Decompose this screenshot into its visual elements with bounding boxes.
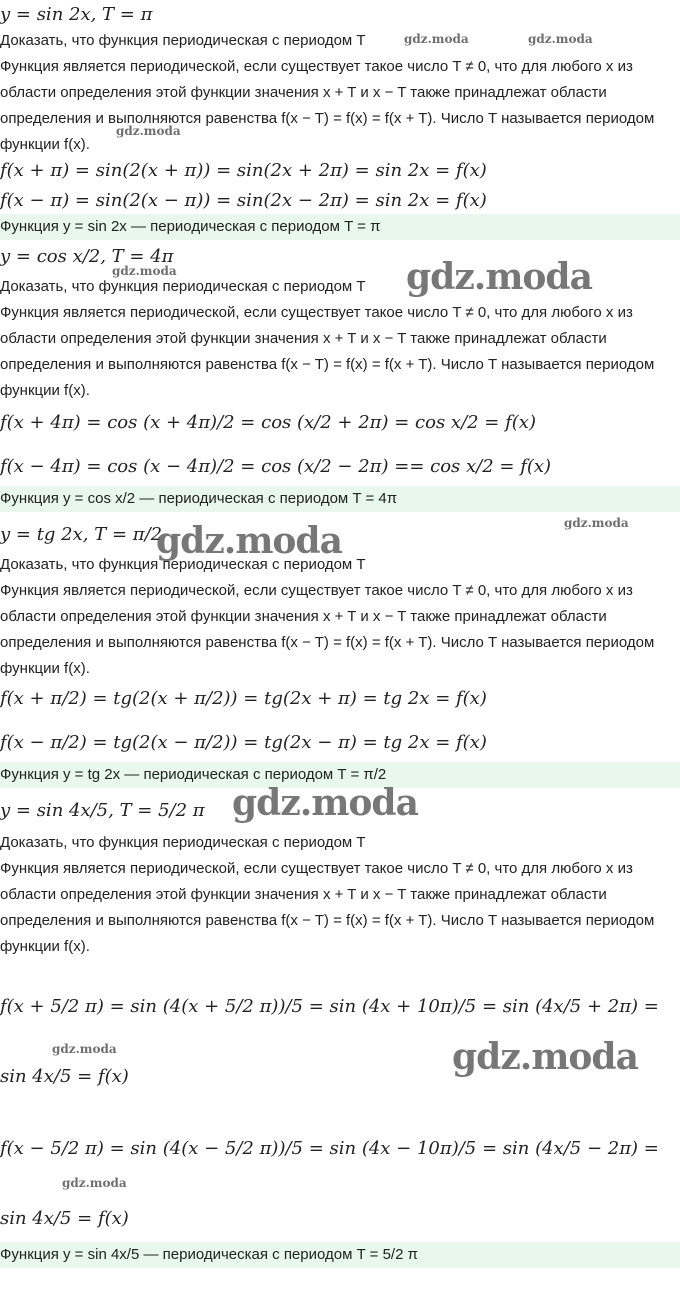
equation-2b: f(x − 4π) = cos (x − 4π)/2 = cos (x/2 − 2π) == cos x/2 = f(x) (0, 456, 552, 477)
watermark: gdz.moda (404, 32, 469, 46)
prove-2: Доказать, что функция периодическая с периодом T (0, 278, 366, 295)
conclusion-4: Функция y = sin 4x/5 — периодическая с периодом T = 5/2 π (0, 1242, 680, 1268)
task-1: y = sin 2x, T = π (0, 4, 153, 25)
equation-3a: f(x + π/2) = tg(2(x + π/2)) = tg(2x + π) = tg 2x = f(x) (0, 688, 487, 709)
task-4: y = sin 4x/5, T = 5/2 π (0, 800, 205, 821)
conclusion-1: Функция y = sin 2x — периодическая с периодом T = π (0, 214, 680, 240)
definition-4: Функция является периодической, если существует такое число T ≠ 0, что для любого x из области определения этой функции значения x + T и x − T также принадлежат области определения и выполняются равенства f(x − T) = f(x) = f(x + T). Число T называется периодом функции f(x). (0, 860, 655, 955)
conclusion-2: Функция y = cos x/2 — периодическая с периодом T = 4π (0, 486, 680, 512)
equation-4b-cont: sin 4x/5 = f(x) (0, 1208, 129, 1229)
equation-1b: f(x − π) = sin(2(x − π)) = sin(2x − 2π) = sin 2x = f(x) (0, 190, 487, 211)
equation-1a: f(x + π) = sin(2(x + π)) = sin(2x + 2π) = sin 2x = f(x) (0, 160, 487, 181)
prove-4: Доказать, что функция периодическая с периодом T (0, 834, 366, 851)
watermark: gdz.moda (52, 1042, 117, 1056)
watermark: gdz.moda (112, 264, 177, 278)
equation-4a: f(x + 5/2 π) = sin (4(x + 5/2 π))/5 = sin (4x + 10π)/5 = sin (4x/5 + 2π) = (0, 996, 659, 1017)
prove-1: Доказать, что функция периодическая с периодом T (0, 32, 366, 49)
equation-2a: f(x + 4π) = cos (x + 4π)/2 = cos (x/2 + 2π) = cos x/2 = f(x) (0, 412, 536, 433)
definition-1: Функция является периодической, если существует такое число T ≠ 0, что для любого x из области определения этой функции значения x + T и x − T также принадлежат области определения и выполняются равенства f(x − T) = f(x) = f(x + T). Число T называется периодом функции f(x). (0, 58, 655, 153)
definition-3: Функция является периодической, если существует такое число T ≠ 0, что для любого x из области определения этой функции значения x + T и x − T также принадлежат области определения и выполняются равенства f(x − T) = f(x) = f(x + T). Число T называется периодом функции f(x). (0, 582, 655, 677)
task-2: y = cos x/2, T = 4π (0, 246, 174, 267)
watermark: gdz.moda (116, 124, 181, 138)
watermark: gdz.moda (564, 516, 629, 530)
watermark: gdz.moda (528, 32, 593, 46)
conclusion-3: Функция y = tg 2x — периодическая с периодом T = π/2 (0, 762, 680, 788)
prove-3: Доказать, что функция периодическая с периодом T (0, 556, 366, 573)
watermark: gdz.moda (406, 256, 592, 298)
equation-4b: f(x − 5/2 π) = sin (4(x − 5/2 π))/5 = sin (4x − 10π)/5 = sin (4x/5 − 2π) = (0, 1138, 659, 1159)
task-3: y = tg 2x, T = π/2 (0, 524, 163, 545)
watermark: gdz.moda (62, 1176, 127, 1190)
watermark: gdz.moda (452, 1036, 638, 1078)
watermark: gdz.moda (156, 520, 342, 562)
equation-4a-cont: sin 4x/5 = f(x) (0, 1066, 129, 1087)
definition-2: Функция является периодической, если существует такое число T ≠ 0, что для любого x из области определения этой функции значения x + T и x − T также принадлежат области определения и выполняются равенства f(x − T) = f(x) = f(x + T). Число T называется периодом функции f(x). (0, 304, 655, 399)
watermark: gdz.moda (232, 782, 418, 824)
equation-3b: f(x − π/2) = tg(2(x − π/2)) = tg(2x − π) = tg 2x = f(x) (0, 732, 487, 753)
